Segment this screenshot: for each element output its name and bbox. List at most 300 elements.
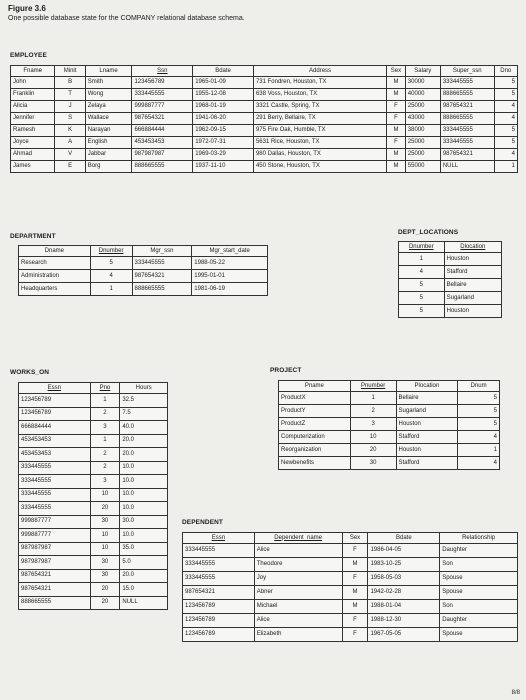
project-table-label: PROJECT (270, 367, 302, 374)
employee-cell: V (55, 149, 85, 161)
dependent-row (183, 572, 518, 586)
employee-header-cell: Super_ssn (440, 66, 494, 77)
works-on-row (19, 529, 168, 543)
works-on-table-label: WORKS_ON (10, 369, 50, 376)
dependent-row (183, 600, 518, 614)
works-on-cell: 999887777 (19, 529, 91, 543)
employee-row (11, 101, 518, 113)
works-on-cell: 5.0 (120, 556, 168, 570)
dependent-table (182, 532, 518, 642)
employee-cell: 43000 (405, 113, 440, 125)
employee-cell: K (55, 125, 85, 137)
works-on-cell: 20 (90, 596, 120, 610)
dependent-header-cell: Relationship (440, 533, 518, 544)
works-on-cell: 453453453 (19, 434, 91, 448)
employee-cell: 1965-01-09 (193, 77, 254, 89)
project-row (279, 457, 500, 470)
employee-cell: John (11, 77, 55, 89)
employee-header-cell: Sex (387, 66, 406, 77)
dependent-cell: F (342, 614, 368, 628)
works-on-cell: 20 (90, 502, 120, 516)
employee-cell: 4 (494, 113, 517, 125)
works-on-row (19, 556, 168, 570)
works-on-row (19, 475, 168, 489)
works-on-cell: 333445555 (19, 461, 91, 475)
department-cell: 1981-06-19 (192, 283, 268, 296)
department-table-label: DEPARTMENT (10, 233, 56, 240)
employee-cell: 25000 (405, 101, 440, 113)
dependent-cell: 333445555 (183, 558, 255, 572)
dependent-cell: Spouse (440, 586, 518, 600)
employee-row (11, 77, 518, 89)
employee-cell: 888665555 (132, 161, 193, 173)
works-on-row (19, 421, 168, 435)
dependent-cell: 1942-02-28 (368, 586, 440, 600)
dept-locations-cell: 5 (399, 292, 445, 305)
employee-cell: 25000 (405, 149, 440, 161)
employee-cell: 999887777 (132, 101, 193, 113)
employee-cell: 123456789 (132, 77, 193, 89)
employee-row (11, 161, 518, 173)
project-body (279, 392, 500, 470)
employee-cell: Franklin (11, 89, 55, 101)
employee-cell: Narayan (85, 125, 132, 137)
employee-body (11, 77, 518, 173)
project-header-cell: Pname (279, 381, 351, 392)
dept-locations-cell: 5 (399, 305, 445, 318)
works-on-cell: 3 (90, 421, 120, 435)
works-on-cell: 30 (90, 556, 120, 570)
works-on-cell: 30 (90, 569, 120, 583)
dept-locations-header-cell: Dnumber (399, 242, 445, 253)
employee-cell: E (55, 161, 85, 173)
employee-cell: F (387, 137, 406, 149)
works-on-cell: 987654321 (19, 583, 91, 597)
project-row (279, 431, 500, 444)
dependent-cell: Daughter (440, 544, 518, 558)
project-cell: Reorganization (279, 444, 351, 457)
dept-locations-row (399, 253, 502, 266)
works-on-cell: 1 (90, 434, 120, 448)
employee-cell: Alicia (11, 101, 55, 113)
department-header-cell: Mgr_ssn (132, 246, 192, 257)
dependent-cell: Alice (254, 544, 342, 558)
dependent-cell: 1988-12-30 (368, 614, 440, 628)
project-row (279, 392, 500, 405)
dependent-cell: 987654321 (183, 586, 255, 600)
employee-cell: 5 (494, 77, 517, 89)
dependent-header-cell: Dependent_name (254, 533, 342, 544)
project-cell: 1 (350, 392, 396, 405)
works-on-row (19, 448, 168, 462)
works-on-row (19, 488, 168, 502)
employee-cell: 1955-12-08 (193, 89, 254, 101)
dependent-header-cell: Essn (183, 533, 255, 544)
department-cell: 5 (90, 257, 132, 270)
employee-cell: 25000 (405, 137, 440, 149)
works-on-row (19, 596, 168, 610)
dependent-cell: 123456789 (183, 614, 255, 628)
department-cell: 1995-01-01 (192, 270, 268, 283)
employee-cell: 333445555 (132, 89, 193, 101)
dependent-cell: Elizabeth (254, 628, 342, 642)
works-on-row (19, 461, 168, 475)
employee-cell: Wallace (85, 113, 132, 125)
works-on-cell: 2 (90, 461, 120, 475)
dependent-cell: 1986-04-05 (368, 544, 440, 558)
employee-cell: 3321 Castle, Spring, TX (253, 101, 386, 113)
dependent-header-cell: Bdate (368, 533, 440, 544)
employee-row (11, 113, 518, 125)
employee-cell: 291 Berry, Bellaire, TX (253, 113, 386, 125)
dept-locations-table-label: DEPT_LOCATIONS (398, 229, 459, 236)
project-cell: Houston (396, 418, 458, 431)
figure-title: Figure 3.6 (8, 4, 46, 13)
project-cell: Stafford (396, 457, 458, 470)
project-row (279, 418, 500, 431)
dependent-row (183, 558, 518, 572)
employee-cell: J (55, 101, 85, 113)
dept-locations-cell: 5 (399, 279, 445, 292)
employee-cell: 1941-06-20 (193, 113, 254, 125)
works-on-cell: 20.0 (120, 448, 168, 462)
project-cell: 4 (458, 457, 500, 470)
employee-cell: M (387, 161, 406, 173)
department-cell: 333445555 (132, 257, 192, 270)
dept-locations-row (399, 266, 502, 279)
project-row (279, 444, 500, 457)
works-on-cell: 10.0 (120, 461, 168, 475)
dept-locations-row (399, 305, 502, 318)
works-on-cell: 10 (90, 488, 120, 502)
project-cell: 4 (458, 431, 500, 444)
employee-cell: 987654321 (440, 149, 494, 161)
works-on-cell: 1 (90, 394, 120, 408)
dept-locations-header-row (399, 242, 502, 253)
dependent-cell: F (342, 572, 368, 586)
project-cell: Bellaire (396, 392, 458, 405)
employee-cell: 987987987 (132, 149, 193, 161)
works-on-cell: 987987987 (19, 556, 91, 570)
works-on-cell: 666884444 (19, 421, 91, 435)
project-row (279, 405, 500, 418)
works-on-cell: 987987987 (19, 542, 91, 556)
dept-locations-body (399, 253, 502, 318)
employee-cell: 333445555 (440, 137, 494, 149)
employee-cell: 888665555 (440, 89, 494, 101)
works-on-cell: 123456789 (19, 394, 91, 408)
employee-header-cell: Minit (55, 66, 85, 77)
employee-cell: English (85, 137, 132, 149)
employee-cell: 40000 (405, 89, 440, 101)
employee-cell: 450 Stone, Houston, TX (253, 161, 386, 173)
employee-cell: 4 (494, 149, 517, 161)
dept-locations-cell: Houston (444, 253, 501, 266)
works-on-header-row (19, 383, 168, 394)
project-cell: 5 (458, 405, 500, 418)
employee-cell: T (55, 89, 85, 101)
employee-cell: 980 Dallas, Houston, TX (253, 149, 386, 161)
dept-locations-cell: Bellaire (444, 279, 501, 292)
works-on-cell: 40.0 (120, 421, 168, 435)
works-on-cell: 10.0 (120, 502, 168, 516)
project-cell: Sugarland (396, 405, 458, 418)
figure-caption: One possible database state for the COMPANY relational database schema. (8, 15, 245, 22)
works-on-cell: 10 (90, 529, 120, 543)
works-on-cell: 20 (90, 583, 120, 597)
project-cell: Newbenefits (279, 457, 351, 470)
project-cell: 20 (350, 444, 396, 457)
employee-cell: 5 (494, 89, 517, 101)
employee-cell: 1969-03-29 (193, 149, 254, 161)
employee-header-cell: Dno (494, 66, 517, 77)
employee-header-cell: Ssn (132, 66, 193, 77)
works-on-row (19, 515, 168, 529)
employee-cell: 453453453 (132, 137, 193, 149)
works-on-cell: 333445555 (19, 502, 91, 516)
page-number: 8/8 (511, 690, 520, 696)
employee-cell: 1 (494, 161, 517, 173)
works-on-header-cell: Essn (19, 383, 91, 394)
employee-cell: Joyce (11, 137, 55, 149)
dept-locations-cell: Sugarland (444, 292, 501, 305)
works-on-cell: 10 (90, 542, 120, 556)
department-cell: 888665555 (132, 283, 192, 296)
department-header-cell: Dnumber (90, 246, 132, 257)
works-on-row (19, 502, 168, 516)
department-cell: 1988-05-22 (192, 257, 268, 270)
employee-cell: 888665555 (440, 113, 494, 125)
works-on-row (19, 434, 168, 448)
employee-header-cell: Bdate (193, 66, 254, 77)
employee-cell: M (387, 89, 406, 101)
dependent-table-label: DEPENDENT (182, 519, 223, 526)
dependent-cell: 333445555 (183, 572, 255, 586)
department-row (19, 257, 268, 270)
dependent-row (183, 544, 518, 558)
works-on-header-cell: Hours (120, 383, 168, 394)
dependent-cell: F (342, 544, 368, 558)
employee-row (11, 125, 518, 137)
department-table (18, 245, 268, 296)
dependent-cell: Theodore (254, 558, 342, 572)
dept-locations-cell: Houston (444, 305, 501, 318)
employee-cell: 333445555 (440, 77, 494, 89)
dependent-cell: 333445555 (183, 544, 255, 558)
project-cell: 5 (458, 418, 500, 431)
works-on-table (18, 382, 168, 610)
department-cell: 987654321 (132, 270, 192, 283)
dependent-row (183, 614, 518, 628)
department-row (19, 283, 268, 296)
employee-cell: 5631 Rice, Houston, TX (253, 137, 386, 149)
employee-cell: 1968-01-19 (193, 101, 254, 113)
dept-locations-header-cell: Dlocation (444, 242, 501, 253)
project-cell: ProductY (279, 405, 351, 418)
employee-cell: 987654321 (132, 113, 193, 125)
department-cell: 4 (90, 270, 132, 283)
employee-cell: 4 (494, 101, 517, 113)
employee-cell: Borg (85, 161, 132, 173)
employee-cell: F (387, 101, 406, 113)
works-on-cell: 888665555 (19, 596, 91, 610)
works-on-cell: 10.0 (120, 488, 168, 502)
works-on-row (19, 583, 168, 597)
works-on-cell: 999887777 (19, 515, 91, 529)
employee-header-cell: Address (253, 66, 386, 77)
works-on-cell: NULL (120, 596, 168, 610)
works-on-cell: 453453453 (19, 448, 91, 462)
dependent-cell: Spouse (440, 628, 518, 642)
works-on-cell: 10.0 (120, 529, 168, 543)
project-header-cell: Plocation (396, 381, 458, 392)
employee-cell: 666884444 (132, 125, 193, 137)
project-cell: 5 (458, 392, 500, 405)
employee-cell: F (387, 113, 406, 125)
employee-cell: A (55, 137, 85, 149)
works-on-cell: 987654321 (19, 569, 91, 583)
employee-cell: 975 Fire Oak, Humble, TX (253, 125, 386, 137)
dependent-cell: Spouse (440, 572, 518, 586)
employee-row (11, 89, 518, 101)
dependent-cell: 1983-10-25 (368, 558, 440, 572)
dependent-header-cell: Sex (342, 533, 368, 544)
works-on-cell: 20.0 (120, 434, 168, 448)
project-cell: ProductZ (279, 418, 351, 431)
employee-cell: 731 Fondren, Houston, TX (253, 77, 386, 89)
works-on-row (19, 542, 168, 556)
employee-cell: 5 (494, 125, 517, 137)
employee-cell: Ahmad (11, 149, 55, 161)
dependent-cell: Michael (254, 600, 342, 614)
works-on-header-cell: Pno (90, 383, 120, 394)
project-cell: 30 (350, 457, 396, 470)
employee-header-cell: Fname (11, 66, 55, 77)
dependent-cell: 123456789 (183, 628, 255, 642)
employee-cell: 1972-07-31 (193, 137, 254, 149)
employee-header-row (11, 66, 518, 77)
works-on-cell: 333445555 (19, 488, 91, 502)
employee-cell: M (387, 149, 406, 161)
department-row (19, 270, 268, 283)
works-on-cell: 10.0 (120, 475, 168, 489)
department-header-cell: Mgr_start_date (192, 246, 268, 257)
works-on-cell: 2 (90, 448, 120, 462)
dependent-cell: M (342, 558, 368, 572)
works-on-cell: 20.0 (120, 569, 168, 583)
employee-cell: M (387, 125, 406, 137)
project-cell: Houston (396, 444, 458, 457)
dependent-cell: Daughter (440, 614, 518, 628)
dependent-cell: 1967-05-05 (368, 628, 440, 642)
employee-cell: 638 Voss, Houston, TX (253, 89, 386, 101)
employee-cell: 987654321 (440, 101, 494, 113)
works-on-cell: 3 (90, 475, 120, 489)
employee-cell: 1937-11-10 (193, 161, 254, 173)
works-on-row (19, 569, 168, 583)
works-on-cell: 2 (90, 407, 120, 421)
department-header-cell: Dname (19, 246, 91, 257)
employee-header-cell: Lname (85, 66, 132, 77)
employee-cell: B (55, 77, 85, 89)
employee-cell: 30000 (405, 77, 440, 89)
dependent-cell: Joy (254, 572, 342, 586)
employee-cell: M (387, 77, 406, 89)
employee-cell: Smith (85, 77, 132, 89)
project-cell: 3 (350, 418, 396, 431)
dependent-cell: 123456789 (183, 600, 255, 614)
employee-cell: 55000 (405, 161, 440, 173)
dependent-body (183, 544, 518, 642)
employee-row (11, 149, 518, 161)
project-cell: 10 (350, 431, 396, 444)
project-cell: 2 (350, 405, 396, 418)
works-on-cell: 15.0 (120, 583, 168, 597)
project-header-cell: Dnum (458, 381, 500, 392)
works-on-cell: 30.0 (120, 515, 168, 529)
department-body (19, 257, 268, 296)
employee-table (10, 65, 518, 173)
department-cell: 1 (90, 283, 132, 296)
works-on-body (19, 394, 168, 610)
employee-cell: Jennifer (11, 113, 55, 125)
works-on-cell: 333445555 (19, 475, 91, 489)
works-on-cell: 35.0 (120, 542, 168, 556)
works-on-cell: 30 (90, 515, 120, 529)
dept-locations-cell: 4 (399, 266, 445, 279)
employee-cell: NULL (440, 161, 494, 173)
dependent-row (183, 628, 518, 642)
project-cell: 1 (458, 444, 500, 457)
department-cell: Headquarters (19, 283, 91, 296)
dept-locations-row (399, 279, 502, 292)
dependent-cell: Son (440, 600, 518, 614)
dept-locations-cell: 1 (399, 253, 445, 266)
employee-cell: Jabbar (85, 149, 132, 161)
dependent-cell: M (342, 586, 368, 600)
employee-cell: 38000 (405, 125, 440, 137)
project-table (278, 380, 500, 470)
employee-cell: 333445555 (440, 125, 494, 137)
employee-cell: 1962-09-15 (193, 125, 254, 137)
employee-table-label: EMPLOYEE (10, 52, 47, 59)
works-on-cell: 123456789 (19, 407, 91, 421)
dependent-cell: Alice (254, 614, 342, 628)
works-on-row (19, 407, 168, 421)
dept-locations-row (399, 292, 502, 305)
project-cell: Stafford (396, 431, 458, 444)
department-cell: Research (19, 257, 91, 270)
dependent-cell: 1988-01-04 (368, 600, 440, 614)
dependent-cell: Abner (254, 586, 342, 600)
department-cell: Administration (19, 270, 91, 283)
employee-row (11, 137, 518, 149)
project-header-cell: Pnumber (350, 381, 396, 392)
dependent-cell: 1958-05-03 (368, 572, 440, 586)
project-cell: Computerization (279, 431, 351, 444)
dependent-cell: F (342, 628, 368, 642)
dependent-header-row (183, 533, 518, 544)
dependent-row (183, 586, 518, 600)
department-header-row (19, 246, 268, 257)
dependent-cell: Son (440, 558, 518, 572)
works-on-cell: 7.5 (120, 407, 168, 421)
employee-cell: Zelaya (85, 101, 132, 113)
employee-cell: Ramesh (11, 125, 55, 137)
dept-locations-cell: Stafford (444, 266, 501, 279)
dept-locations-table (398, 241, 502, 318)
dependent-cell: M (342, 600, 368, 614)
